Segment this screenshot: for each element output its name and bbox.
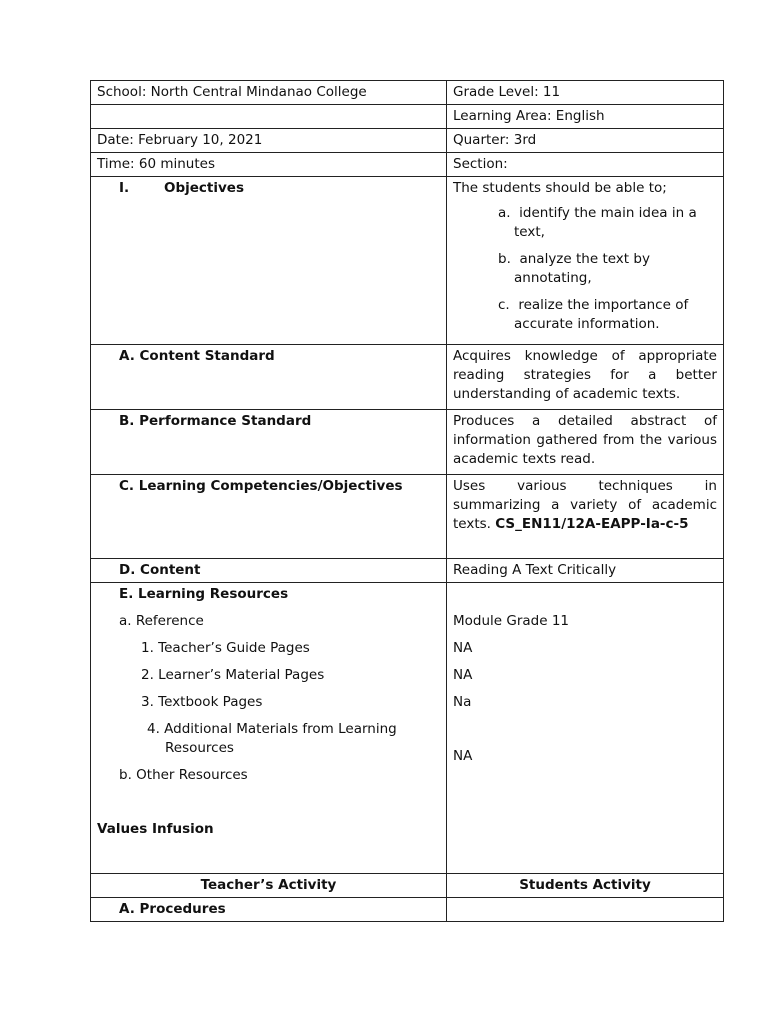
objectives-heading [91,177,447,345]
content-standard-label [91,345,447,410]
spacer [453,720,717,747]
content-value: Reading A Text Critically [447,559,724,583]
section-cell: Section: [447,153,724,177]
reference-label: a. Reference [119,613,204,629]
resource-item-label: 4. Additional Materials from Learning Resources [147,721,397,756]
list-item [498,250,717,288]
objectives-row [91,177,724,345]
content-standard-value: Acquires knowledge of appropriate reading strategies for a better understanding of academic texts. [447,345,724,410]
resource-item-value: NA [453,748,473,764]
resource-item-value: Na [453,694,472,710]
time-cell: Time: 60 minutes [91,153,447,177]
objectives-intro: The students should be able to; [453,180,667,196]
quarter-cell: Quarter: 3rd [447,129,724,153]
performance-standard-row [91,410,724,475]
list-marker: c. [498,297,510,313]
school-cell: School: North Central Mindanao College [91,81,447,105]
resources-row [91,583,724,874]
competencies-value [447,475,724,559]
list-marker: b. [498,251,511,267]
list-item [498,296,717,334]
competencies-text: C. Learning Competencies/Objectives [119,478,403,494]
objectives-label: Objectives [164,180,244,196]
list-text: identify the main idea in a text, [514,205,697,240]
empty-cell [91,105,447,129]
table-row [91,81,724,105]
objectives-numeral: I. [119,180,130,196]
performance-standard-value: Produces a detailed abstract of information gathered from the various academic texts read. [447,410,724,475]
table-row [91,105,724,129]
objectives-list [453,204,717,334]
reference-value: Module Grade 11 [453,613,570,629]
table-row [91,129,724,153]
content-standard-row [91,345,724,410]
competency-code: CS_EN11/12A-EAPP-Ia-c-5 [495,516,689,532]
content-label [91,559,447,583]
table-row [91,153,724,177]
competencies-label [91,475,447,559]
procedures-empty-cell [447,898,724,922]
grade-level-cell: Grade Level: 11 [447,81,724,105]
resources-heading: E. Learning Resources [119,586,289,602]
content-row [91,559,724,583]
resource-item-label: 2. Learner’s Material Pages [141,667,325,683]
resource-item-value: NA [453,667,473,683]
activity-header-row [91,874,724,898]
spacer [453,585,717,612]
performance-standard-label [91,410,447,475]
spacer [97,793,440,820]
list-text: analyze the text by annotating, [514,251,650,286]
list-item [498,204,717,242]
lesson-plan-table [90,80,724,922]
objectives-content [447,177,724,345]
competencies-description: Uses various techniques in summarizing a variety of academic texts. [453,478,717,532]
procedures-text: A. Procedures [119,901,226,917]
resources-labels [91,583,447,874]
learning-area-cell: Learning Area: English [447,105,724,129]
resource-item-label: 3. Textbook Pages [141,694,263,710]
date-cell: Date: February 10, 2021 [91,129,447,153]
resource-item-label: 1. Teacher’s Guide Pages [141,640,310,656]
students-activity-header: Students Activity [447,874,724,898]
performance-standard-text: B. Performance Standard [119,413,312,429]
resources-values [447,583,724,874]
content-text: D. Content [119,562,201,578]
resource-item-value: NA [453,640,473,656]
values-infusion-label: Values Infusion [97,821,214,837]
other-resources-label: b. Other Resources [119,767,248,783]
procedures-label [91,898,447,922]
competencies-row [91,475,724,559]
procedures-row [91,898,724,922]
list-marker: a. [498,205,511,221]
teacher-activity-header: Teacher’s Activity [91,874,447,898]
list-text: realize the importance of accurate information. [514,297,689,332]
content-standard-text: A. Content Standard [119,348,275,364]
